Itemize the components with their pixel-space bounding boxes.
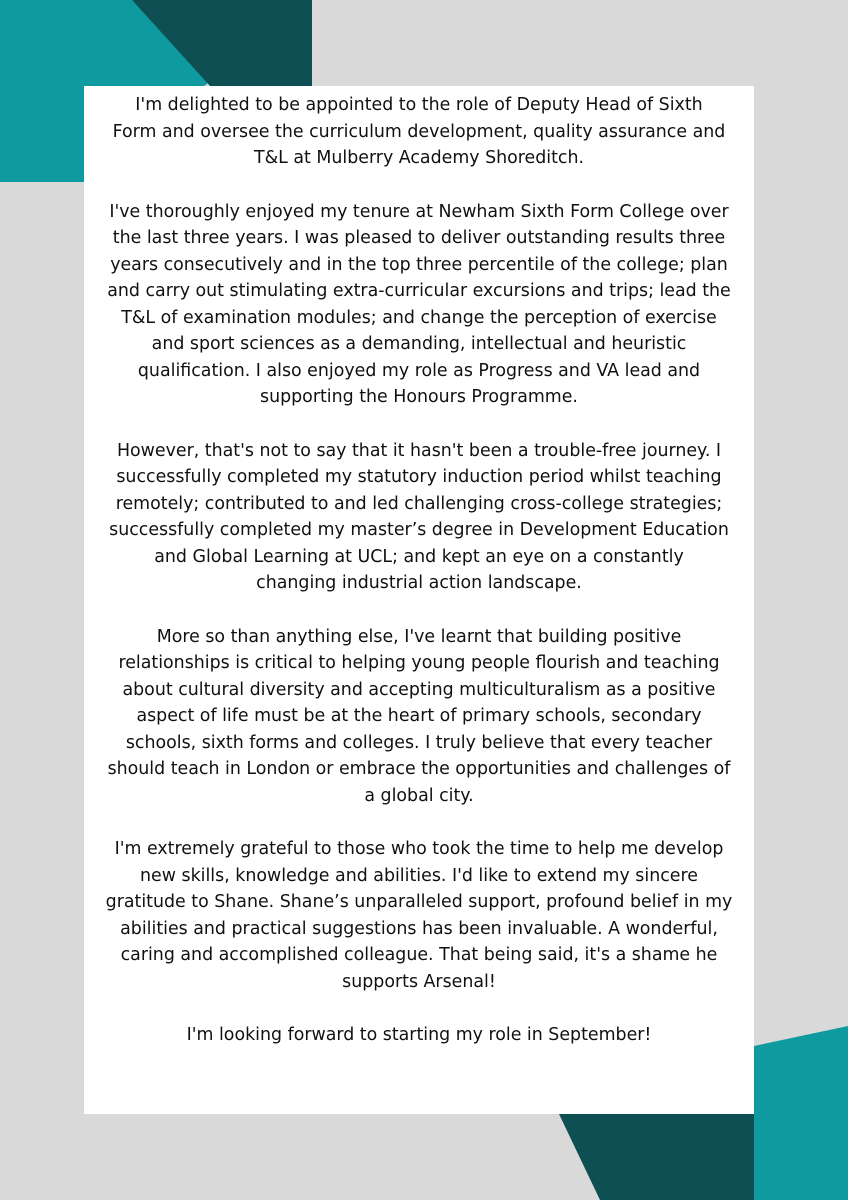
paragraph-closing: I'm looking forward to starting my role in September! (186, 1025, 652, 1045)
letter-card (84, 86, 754, 1114)
top-right-grey-shape (312, 0, 848, 86)
paragraph-learning: More so than anything else, I've learnt that building positive relationships is critical to helping young people flourish and teaching about cultural diversity and accepting multiculturalism as a positive aspect of life must be at the heart of primary schools, secondary schools, sixth forms and colleges. I truly believe that every teacher should teach in London or embrace the opportunities and challenges of a global city. (107, 626, 731, 806)
paragraph-challenges: However, that's not to say that it hasn't been a trouble-free journey. I successfully completed my statutory induction period whilst teaching remotely; contributed to and led challenging cross-college strategies; successfully completed my master’s degree in Development Education and Global Learning at UCL; and kept an eye on a constantly changing industrial action landscape. (109, 440, 729, 593)
paragraph-appointment: I'm delighted to be appointed to the role of Deputy Head of Sixth Form and oversee the curriculum development, quality assurance and T&L at Mulberry Academy Shoreditch. (112, 95, 726, 168)
paragraph-tenure: I've thoroughly enjoyed my tenure at Newham Sixth Form College over the last three years. I was pleased to deliver outstanding results three years consecutively and in the top three percentile of the college; plan and carry out stimulating extra-curricular excursions and trips; lead the T&L of examination modules; and change the perception of exercise and sport sciences as a demanding, intellectual and heuristic qualification. I also enjoyed my role as Progress and VA lead and supporting the Honours Programme. (107, 201, 731, 407)
paragraph-gratitude: I'm extremely grateful to those who took the time to help me develop new skills, knowledge and abilities. I'd like to extend my sincere gratitude to Shane. Shane’s unparalleled support, profound belief in my abilities and practical suggestions has been invaluable. A wonderful, caring and accomplished colleague. That being said, it's a shame he supports Arsenal! (105, 839, 733, 992)
bottom-right-teal-shape (754, 1026, 848, 1200)
